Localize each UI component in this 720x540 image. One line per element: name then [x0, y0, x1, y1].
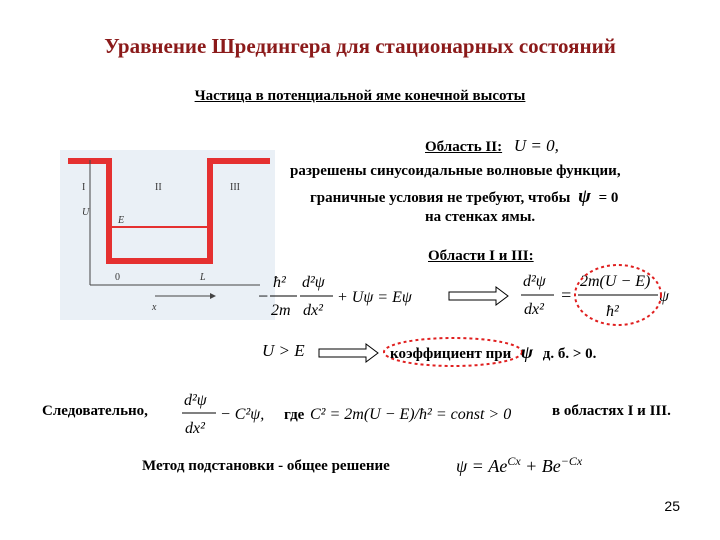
- consequently-label: Следовательно,: [42, 403, 148, 419]
- energy-label: E: [118, 215, 125, 226]
- regions13-label: Области I и III:: [428, 248, 534, 264]
- axis-label-u: U: [82, 207, 90, 218]
- region2-line-2: граничные условия не требуют, чтобы ψ = 0: [310, 186, 619, 207]
- eq3-rest: − C²ψ,: [220, 406, 265, 423]
- consequently-equation: [180, 383, 550, 443]
- eq1-dx2: dx²: [303, 302, 323, 319]
- eq3-formula: C² = 2m(U − E)/ħ² = const > 0: [310, 406, 512, 423]
- region2-label: Область II:: [425, 139, 503, 155]
- regions-text: в областях I и III.: [552, 403, 671, 419]
- region-label-3: III: [230, 182, 240, 193]
- eq2-numerator: 2m(U − E): [580, 273, 651, 290]
- eq1-2m: 2m: [271, 302, 291, 319]
- eq2-denominator: ħ²: [606, 303, 619, 320]
- zero-label: 0: [115, 272, 120, 283]
- potential-well-diagram: [60, 150, 275, 320]
- schrodinger-equation: [255, 265, 440, 327]
- region2-condition: U = 0,: [513, 136, 559, 155]
- eq1-hbar2: ħ²: [273, 274, 286, 291]
- region-label-2: II: [155, 182, 162, 193]
- x-axis-label: x: [152, 302, 157, 313]
- region-label-1: I: [82, 182, 86, 193]
- eq3-dx2: dx²: [185, 420, 205, 437]
- rearranged-equation: [518, 262, 678, 332]
- slide-title: Уравнение Шредингера для стационарных состояний: [104, 34, 616, 58]
- psi-symbol: ψ: [578, 186, 591, 207]
- eq2-equals: =: [560, 285, 573, 305]
- region2-line-4: на стенках ямы.: [425, 209, 536, 225]
- region2-heading: [425, 136, 559, 156]
- slide-subtitle: Частица в потенциальной яме конечной высоты: [194, 88, 526, 104]
- eq2-d2psi: d²ψ: [523, 273, 546, 290]
- width-label: L: [200, 272, 206, 283]
- general-solution: $\psi = Ae^{Cx} + Be^{-Cx}$: [456, 454, 583, 476]
- page-number: 25: [664, 498, 680, 514]
- method-label: Метод подстановки - общее решение: [142, 458, 390, 474]
- implication-arrow: [448, 286, 510, 306]
- eq2-psi: ψ: [659, 288, 669, 305]
- coefficient-text: коэффициент при ψ д. б. > 0.: [390, 342, 597, 362]
- eq3-where: где: [284, 407, 305, 423]
- region2-line-1: разрешены синусоидальные волновые функции,: [290, 163, 621, 179]
- eq3-d2psi: d²ψ: [184, 392, 207, 409]
- eq1-minus: −: [257, 286, 270, 306]
- inequality-u-greater-e: U > E: [262, 341, 305, 360]
- eq1-rest: + Uψ = Eψ: [337, 289, 412, 306]
- condition-arrow: [318, 343, 380, 363]
- eq1-d2psi: d²ψ: [302, 274, 325, 291]
- eq2-dx2: dx²: [524, 301, 544, 318]
